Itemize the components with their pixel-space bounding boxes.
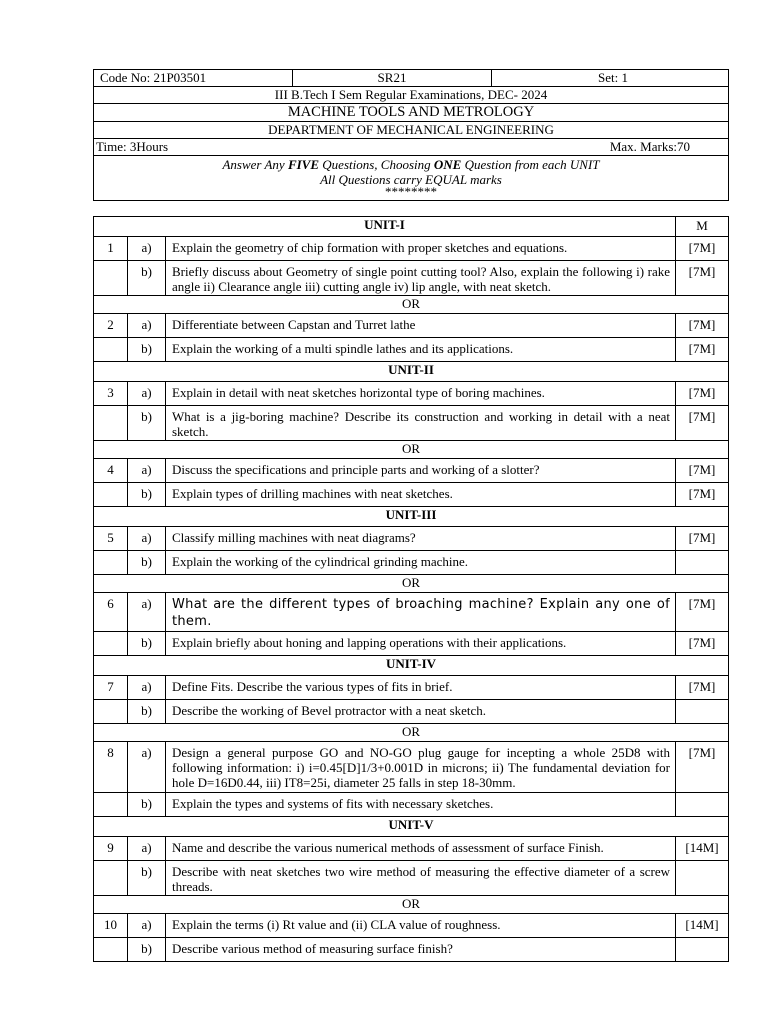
sub-question-label: b) (128, 938, 166, 962)
question-marks: [7M] (676, 593, 729, 632)
questions-table (93, 216, 729, 962)
code-number: Code No: 21P03501 (94, 70, 293, 87)
question-text: Classify milling machines with neat diagrams? (166, 527, 676, 551)
set-number: Set: 1 (492, 70, 729, 87)
exam-time: Time: 3Hours (96, 139, 169, 154)
question-marks: [14M] (676, 914, 729, 938)
question-marks: [7M] (676, 459, 729, 483)
sub-question-label: b) (128, 700, 166, 724)
table-row (94, 700, 729, 724)
question-text: Explain the geometry of chip formation with proper sketches and equations. (166, 237, 676, 261)
sub-question-label: a) (128, 527, 166, 551)
table-row (94, 724, 729, 742)
question-number: 9 (94, 837, 128, 861)
sub-question-label: b) (128, 483, 166, 507)
table-row (94, 676, 729, 700)
question-text: Describe the working of Bevel protractor with a neat sketch. (166, 700, 676, 724)
question-marks: [7M] (676, 382, 729, 406)
table-row (94, 314, 729, 338)
question-text: Explain the terms (i) Rt value and (ii) CLA value of roughness. (166, 914, 676, 938)
question-text: Explain the working of a multi spindle lathes and its applications. (166, 338, 676, 362)
sub-question-label: b) (128, 261, 166, 296)
table-row (94, 656, 729, 676)
marks-column-header: M (676, 217, 729, 237)
unit-heading: UNIT-I (94, 217, 676, 237)
question-text: Discuss the specifications and principle parts and working of a slotter? (166, 459, 676, 483)
sub-question-label: b) (128, 793, 166, 817)
table-row (94, 338, 729, 362)
table-row (94, 296, 729, 314)
question-text: Define Fits. Describe the various types of fits in brief. (166, 676, 676, 700)
table-row (94, 632, 729, 656)
table-row (94, 861, 729, 896)
question-number-empty (94, 483, 128, 507)
instruction-line-2: All Questions carry EQUAL marks (320, 172, 502, 187)
question-text: What is a jig-boring machine? Describe its construction and working in detail with a neat sketch. (166, 406, 676, 441)
question-text: Explain types of drilling machines with neat sketches. (166, 483, 676, 507)
sub-question-label: a) (128, 837, 166, 861)
question-text: Name and describe the various numerical methods of assessment of surface Finish. (166, 837, 676, 861)
question-text: Design a general purpose GO and NO-GO plug gauge for incepting a whole 25D8 with following information: i) i=0.45[D]1/3+0.001D in microns; ii) The fundamental deviation for hole D=16D0.44, iii) IT8=25i, diameter 25 falls in step 18-30mm. (166, 742, 676, 793)
question-marks: [7M] (676, 406, 729, 441)
question-number-empty (94, 938, 128, 962)
table-row (94, 896, 729, 914)
question-marks: [7M] (676, 237, 729, 261)
or-separator: OR (94, 724, 729, 742)
question-number: 8 (94, 742, 128, 793)
sub-question-label: a) (128, 914, 166, 938)
question-text: Explain the types and systems of fits with necessary sketches. (166, 793, 676, 817)
sub-question-label: b) (128, 632, 166, 656)
separator-stars: ******** (385, 184, 437, 199)
question-marks (676, 861, 729, 896)
question-marks: [7M] (676, 338, 729, 362)
table-row (94, 261, 729, 296)
table-row (94, 406, 729, 441)
sub-question-label: a) (128, 382, 166, 406)
or-separator: OR (94, 896, 729, 914)
question-marks (676, 551, 729, 575)
subject-title: MACHINE TOOLS AND METROLOGY (94, 103, 728, 121)
question-number-empty (94, 861, 128, 896)
question-number: 5 (94, 527, 128, 551)
question-number: 1 (94, 237, 128, 261)
or-separator: OR (94, 575, 729, 593)
question-marks: [7M] (676, 314, 729, 338)
department-title: DEPARTMENT OF MECHANICAL ENGINEERING (94, 121, 728, 138)
table-row (94, 914, 729, 938)
question-marks: [7M] (676, 527, 729, 551)
sub-question-label: b) (128, 861, 166, 896)
question-marks (676, 700, 729, 724)
or-separator: OR (94, 441, 729, 459)
question-number-empty (94, 406, 128, 441)
question-marks: [14M] (676, 837, 729, 861)
question-text: Briefly discuss about Geometry of single point cutting tool? Also, explain the following i) rake angle ii) Clearance angle iii) cutting angle iv) lip angle, with neat sketch. (166, 261, 676, 296)
question-number-empty (94, 261, 128, 296)
unit-heading: UNIT-V (94, 817, 729, 837)
table-row (94, 742, 729, 793)
question-text: What are the different types of broaching machine? Explain any one of them. (166, 593, 676, 632)
table-row (94, 382, 729, 406)
table-row (94, 237, 729, 261)
sub-question-label: a) (128, 459, 166, 483)
question-marks: [7M] (676, 483, 729, 507)
question-text: Explain in detail with neat sketches horizontal type of boring machines. (166, 382, 676, 406)
question-text: Explain the working of the cylindrical grinding machine. (166, 551, 676, 575)
table-row (94, 441, 729, 459)
table-row (94, 362, 729, 382)
sub-question-label: a) (128, 237, 166, 261)
table-row (94, 817, 729, 837)
unit-heading: UNIT-III (94, 507, 729, 527)
sub-question-label: a) (128, 314, 166, 338)
question-text: Differentiate between Capstan and Turret lathe (166, 314, 676, 338)
sub-question-label: a) (128, 676, 166, 700)
question-marks (676, 938, 729, 962)
question-number: 10 (94, 914, 128, 938)
question-marks: [7M] (676, 676, 729, 700)
max-marks: Max. Marks:70 (609, 139, 690, 154)
question-text: Describe with neat sketches two wire method of measuring the effective diameter of a screw threads. (166, 861, 676, 896)
table-row (94, 483, 729, 507)
question-text: Explain briefly about honing and lapping operations with their applications. (166, 632, 676, 656)
sub-question-label: b) (128, 338, 166, 362)
question-marks: [7M] (676, 261, 729, 296)
unit-heading: UNIT-II (94, 362, 729, 382)
table-row (94, 593, 729, 632)
table-row (94, 459, 729, 483)
table-row (94, 793, 729, 817)
question-number: 4 (94, 459, 128, 483)
question-text: Describe various method of measuring surface finish? (166, 938, 676, 962)
table-row (94, 575, 729, 593)
question-number: 2 (94, 314, 128, 338)
table-row (94, 527, 729, 551)
sub-question-label: b) (128, 551, 166, 575)
regulation: SR21 (293, 70, 492, 87)
sub-question-label: a) (128, 593, 166, 632)
question-number-empty (94, 551, 128, 575)
exam-title: III B.Tech I Sem Regular Examinations, DEC- 2024 (274, 87, 548, 102)
table-row (94, 551, 729, 575)
unit-heading: UNIT-IV (94, 656, 729, 676)
question-number-empty (94, 793, 128, 817)
exam-header (93, 69, 729, 201)
question-number: 7 (94, 676, 128, 700)
question-number-empty (94, 700, 128, 724)
question-number-empty (94, 632, 128, 656)
time-marks-row (94, 138, 728, 155)
question-number: 6 (94, 593, 128, 632)
question-marks: [7M] (676, 742, 729, 793)
question-marks (676, 793, 729, 817)
sub-question-label: b) (128, 406, 166, 441)
question-number: 3 (94, 382, 128, 406)
question-marks: [7M] (676, 632, 729, 656)
or-separator: OR (94, 296, 729, 314)
question-number-empty (94, 338, 128, 362)
table-row (94, 507, 729, 527)
instruction-line-1: Answer Any FIVE Questions, Choosing ONE Question from each UNIT (222, 157, 600, 172)
table-row (94, 938, 729, 962)
sub-question-label: a) (128, 742, 166, 793)
table-row (94, 837, 729, 861)
table-row (94, 217, 729, 237)
